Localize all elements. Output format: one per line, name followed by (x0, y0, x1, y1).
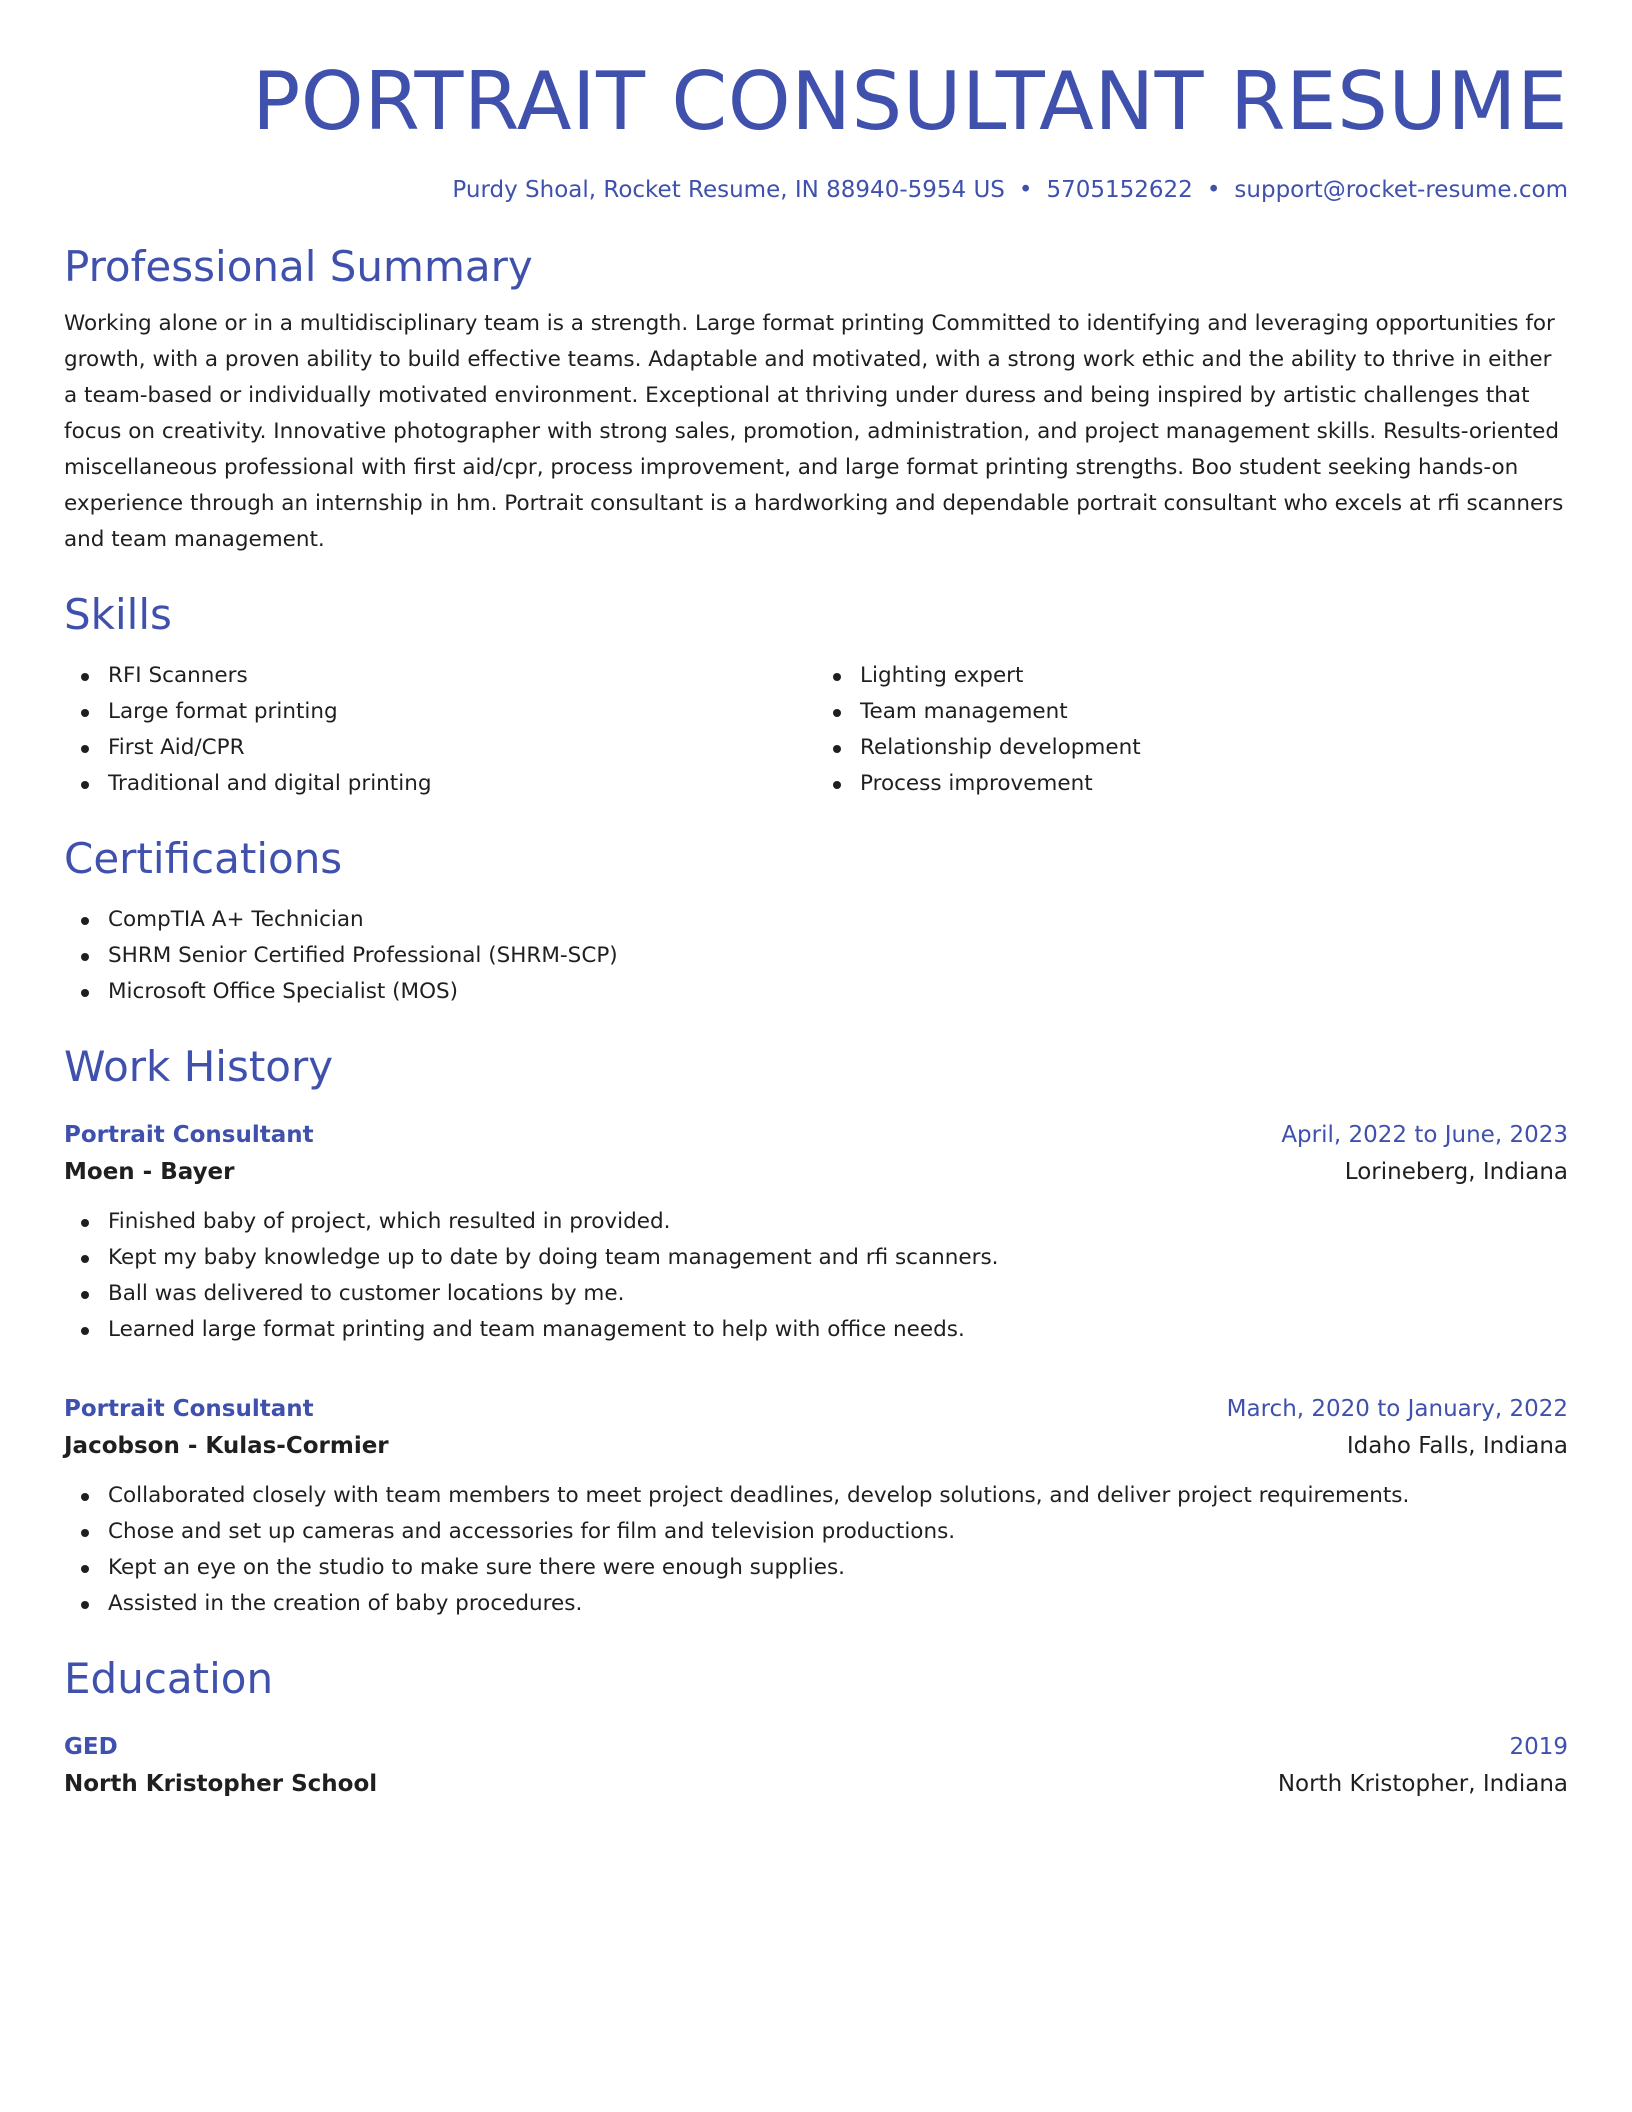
job-title: Portrait Consultant (64, 1122, 314, 1148)
skill-item: RFI Scanners (64, 658, 816, 694)
job-header-row (64, 1392, 1568, 1426)
contact-address: Purdy Shoal, Rocket Resume, IN 88940-5954 US (452, 177, 1005, 203)
contact-phone[interactable]: 5705152622 (1046, 177, 1193, 203)
job-bullets (64, 1204, 1568, 1348)
job-bullet: Kept an eye on the studio to make sure there were enough supplies. (64, 1550, 1568, 1586)
certifications-list (64, 902, 1568, 1010)
job-bullet: Finished baby of project, which resulted in provided. (64, 1204, 1568, 1240)
certification-item: CompTIA A+ Technician (64, 902, 1568, 938)
skills-grid (64, 658, 1568, 802)
job-location: Idaho Falls, Indiana (1346, 1433, 1568, 1459)
education-heading: Education (64, 1654, 274, 1703)
skills-section (64, 588, 1568, 802)
certification-item: Microsoft Office Specialist (MOS) (64, 974, 1568, 1010)
skill-item: Traditional and digital printing (64, 766, 816, 802)
contact-separator: • (1206, 177, 1221, 203)
education-section (64, 1652, 1568, 1804)
skills-list-right (816, 658, 1568, 802)
skill-item: First Aid/CPR (64, 730, 816, 766)
job-bullet: Learned large format printing and team management to help with office needs. (64, 1312, 1568, 1348)
certification-item: SHRM Senior Certified Professional (SHRM-SCP) (64, 938, 1568, 974)
job-bullet: Kept my baby knowledge up to date by doing team management and rfi scanners. (64, 1240, 1568, 1276)
job-company-row (64, 1152, 1568, 1192)
work-history-heading: Work History (64, 1042, 334, 1091)
education-school: North Kristopher School (64, 1771, 378, 1797)
job-title: Portrait Consultant (64, 1396, 314, 1422)
education-year: 2019 (1509, 1734, 1568, 1760)
certifications-heading: Certifications (64, 834, 343, 883)
contact-line (64, 174, 1568, 206)
education-entry (64, 1730, 1568, 1804)
job-bullet: Chose and set up cameras and accessories for film and television productions. (64, 1514, 1568, 1550)
job-company-row (64, 1426, 1568, 1466)
job-bullet: Ball was delivered to customer locations by me. (64, 1276, 1568, 1312)
certifications-section (64, 832, 1568, 1010)
education-school-row (64, 1764, 1568, 1804)
job-company: Jacobson - Kulas-Cormier (64, 1433, 389, 1459)
job-dates: April, 2022 to June, 2023 (1281, 1122, 1568, 1148)
job-entry (64, 1392, 1568, 1622)
job-company: Moen - Bayer (64, 1159, 235, 1185)
skill-item: Relationship development (816, 730, 1568, 766)
education-location: North Kristopher, Indiana (1277, 1771, 1568, 1797)
contact-separator: • (1018, 177, 1033, 203)
summary-heading: Professional Summary (64, 242, 533, 291)
education-degree: GED (64, 1734, 118, 1760)
job-location: Lorineberg, Indiana (1344, 1159, 1568, 1185)
contact-email[interactable]: support@rocket-resume.com (1234, 177, 1568, 203)
skills-heading: Skills (64, 590, 172, 639)
job-bullet: Collaborated closely with team members to meet project deadlines, develop solutions, and deliver project requirements. (64, 1478, 1568, 1514)
skill-item: Large format printing (64, 694, 816, 730)
skill-item: Team management (816, 694, 1568, 730)
work-history-section (64, 1040, 1568, 1622)
skills-list-left (64, 658, 816, 802)
summary-text: Working alone or in a multidisciplinary team is a strength. Large format printing Committed to identifying and leveraging opportunities for growth, with a proven ability to build effective teams. Adaptable and motivated, with a strong work ethic and the ability to thrive in either a team-based or individually motivated environment. Exceptional at thriving under duress and being inspired by artistic challenges that focus on creativity. Innovative photographer with strong sales, promotion, administration, and project management skills. Results-oriented miscellaneous professional with first aid/cpr, process improvement, and large format printing strengths. Boo student seeking hands-on experience through an internship in hm. Portrait consultant is a hardworking and dependable portrait consultant who excels at rfi scanners and team management. (64, 311, 1564, 552)
skill-item: Lighting expert (816, 658, 1568, 694)
job-bullets (64, 1478, 1568, 1622)
job-bullet: Assisted in the creation of baby procedures. (64, 1586, 1568, 1622)
resume-title: PORTRAIT CONSULTANT RESUME (252, 55, 1568, 148)
skill-item: Process improvement (816, 766, 1568, 802)
job-header-row (64, 1118, 1568, 1152)
job-dates: March, 2020 to January, 2022 (1226, 1396, 1568, 1422)
job-entry (64, 1118, 1568, 1348)
education-header-row (64, 1730, 1568, 1764)
